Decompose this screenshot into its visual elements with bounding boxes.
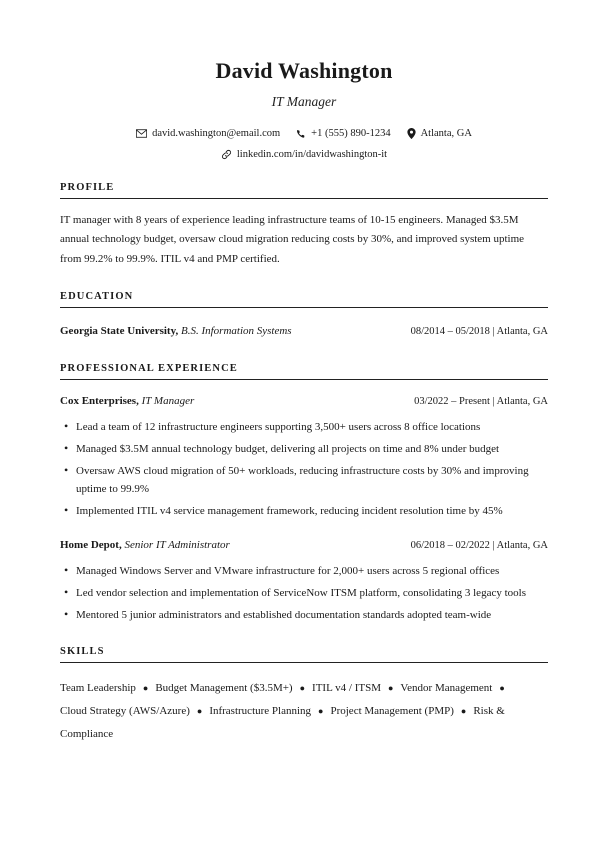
bullet-item: • Lead a team of 12 infrastructure engineers supporting 3,500+ users across 8 office locations — [60, 418, 548, 436]
bullet-item: • Implemented ITIL v4 service management framework, reducing incident resolution time by 45% — [60, 502, 548, 520]
education-meta: 08/2014 – 05/2018 | Atlanta, GA — [410, 325, 548, 337]
experience-entry — [60, 392, 548, 520]
bullet-item: • Managed $3.5M annual technology budget, delivering all projects on time and 8% under budget — [60, 440, 548, 458]
contact-linkedin[interactable] — [221, 149, 387, 160]
section-divider — [60, 307, 548, 308]
bullet-item: • Led vendor selection and implementation of ServiceNow ITSM platform, consolidating 3 legacy tools — [60, 584, 548, 602]
skill-separator: ● — [318, 706, 324, 717]
candidate-name: David Washington — [215, 58, 393, 83]
bullet-item: • Managed Windows Server and VMware infrastructure for 2,000+ users across 5 regional offices — [60, 562, 548, 580]
skill-item: Team Leadership — [60, 682, 136, 694]
contact-row — [60, 128, 548, 139]
section-title-profile: PROFILE — [60, 182, 115, 193]
section-title-skills: SKILLS — [60, 646, 105, 657]
skill-separator: ● — [460, 706, 467, 717]
education-degree: B.S. Information Systems — [180, 324, 292, 337]
profile-text: IT manager with 8 years of experience leading infrastructure teams of 10-15 engineers. Managed $3.5M annual technology budget, oversaw cloud migration reducing costs by 30%, and improved system uptime from 99.2% to 99.9%. ITIL v4 and PMP certified. — [60, 214, 525, 265]
section-skills — [60, 646, 548, 746]
link-row — [60, 149, 548, 160]
education-entry — [60, 322, 548, 341]
education-school: Georgia State University, — [60, 324, 179, 337]
section-profile — [60, 182, 548, 269]
skill-separator: ● — [387, 683, 394, 694]
experience-entry — [60, 536, 548, 624]
experience-meta: 06/2018 – 02/2022 | Atlanta, GA — [410, 540, 548, 552]
section-experience — [60, 363, 548, 624]
entry-left — [60, 322, 292, 341]
entry-left — [60, 392, 194, 411]
bullet-item: • Mentored 5 junior administrators and established documentation standards adopted team-wide — [60, 606, 548, 624]
skill-item: Risk & Compliance — [60, 705, 505, 741]
skill-separator: ● — [196, 706, 203, 717]
skill-item: Infrastructure Planning — [209, 705, 312, 718]
skill-separator: ● — [499, 683, 505, 694]
bullet-item: • Oversaw AWS cloud migration of 50+ workloads, reducing infrastructure costs by 30% and improving uptime to 99.9% — [60, 462, 548, 498]
experience-bullets — [60, 418, 548, 521]
contact-email-text: david.washington@email.com — [152, 128, 281, 139]
experience-bullets — [60, 562, 548, 624]
skills-list — [60, 677, 530, 746]
section-divider — [60, 379, 548, 380]
contact-location[interactable] — [407, 128, 472, 139]
skill-separator: ● — [142, 683, 149, 694]
experience-company: Cox Enterprises, — [60, 395, 139, 408]
section-title-education: EDUCATION — [60, 290, 134, 302]
contact-email[interactable] — [136, 128, 280, 139]
contact-phone[interactable] — [296, 128, 390, 139]
skill-item: ITIL v4 / ITSM — [312, 682, 381, 694]
location-pin-icon — [407, 128, 416, 139]
experience-company: Home Depot, — [60, 539, 122, 552]
entry-head — [60, 322, 548, 341]
skill-item: Vendor Management — [400, 682, 493, 694]
experience-meta: 03/2022 – Present | Atlanta, GA — [414, 396, 548, 408]
candidate-title: IT Manager — [271, 94, 337, 109]
experience-list — [60, 392, 548, 624]
phone-icon — [296, 129, 306, 139]
entry-left — [60, 536, 230, 555]
education-list — [60, 322, 548, 341]
entry-head — [60, 392, 548, 411]
skill-item: Cloud Strategy (AWS/Azure) — [60, 705, 190, 718]
contact-location-text: Atlanta, GA — [420, 128, 472, 139]
section-education — [60, 291, 548, 341]
entry-head — [60, 536, 548, 555]
contact-linkedin-text: linkedin.com/in/davidwashington-it — [236, 149, 388, 160]
skill-item: Budget Management ($3.5M+) — [155, 682, 293, 694]
skill-separator: ● — [299, 683, 306, 694]
section-title-experience: PROFESSIONAL EXPERIENCE — [60, 363, 238, 375]
experience-role: IT Manager — [141, 395, 195, 408]
link-icon — [221, 149, 232, 160]
experience-role: Senior IT Administrator — [124, 539, 230, 552]
skill-item: Project Management (PMP) — [330, 705, 454, 718]
section-divider — [60, 198, 548, 199]
section-divider — [60, 662, 548, 663]
envelope-icon — [136, 129, 147, 138]
contact-phone-text: +1 (555) 890-1234 — [311, 128, 391, 139]
